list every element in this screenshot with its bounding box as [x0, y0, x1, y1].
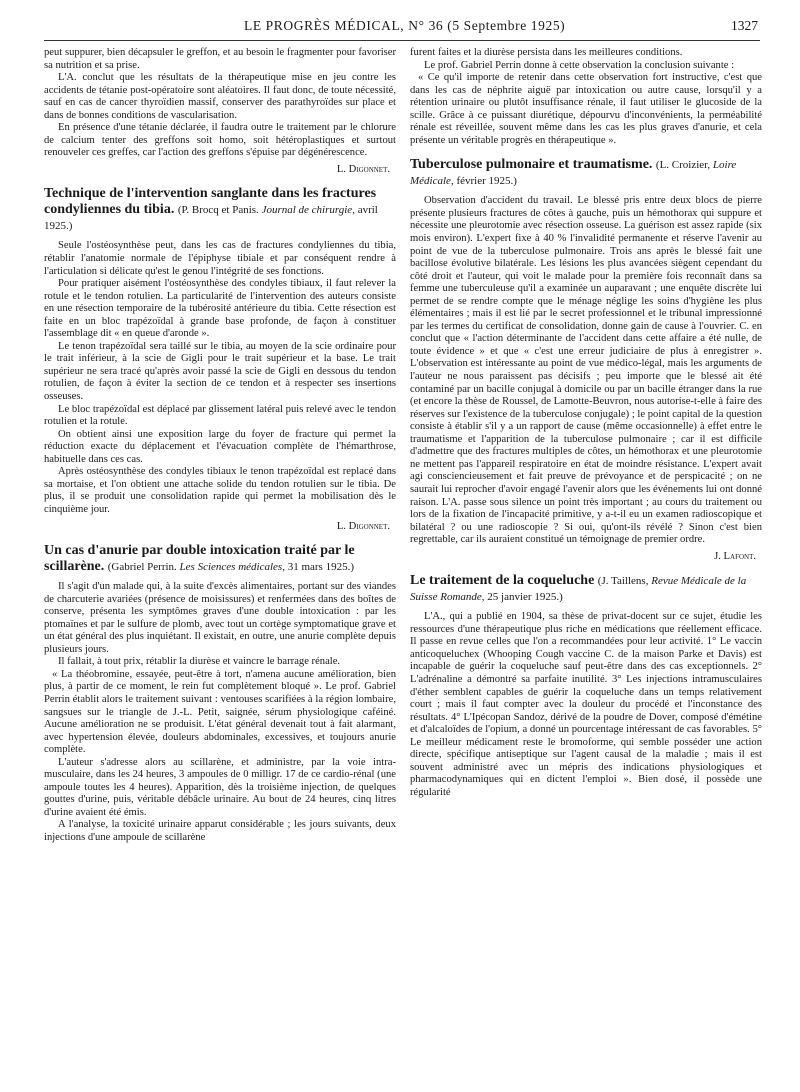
article-title [44, 186, 396, 234]
author-signature: J. Lafont. [714, 550, 756, 562]
reference-date: , avril 1925.) [44, 204, 378, 233]
paragraph: On obtient ainsi une exposition large du foyer de fracture qui permet la réduction exacte du déplacement et l'évacuation complète de l'hémarthrose, habituelle dans ces cas. [44, 428, 396, 465]
paragraph: A l'analyse, la toxicité urinaire apparut considérable ; les jours suivants, deux injections d'une ampoule de scillarène [44, 819, 396, 843]
author-signature: L. Digonnet. [336, 520, 390, 532]
article-title-text: Un cas d'anurie par double intoxication traité par le scillarène. [44, 543, 355, 575]
paragraph: peut suppurer, bien décapsuler le greffon, et au besoin le fragmenter pour favoriser sa nutrition et sa prise. [44, 47, 396, 71]
reference-authors: (P. Brocq et Panis. [177, 204, 262, 217]
article-title-text: Tuberculose pulmonaire et traumatisme. [410, 157, 653, 173]
article-title [410, 573, 762, 605]
right-column [410, 47, 762, 799]
paragraph: Pour pratiquer aisément l'ostéosynthèse des condyles tibiaux, il faut relever la rotule et le tendon rotulien. La particularité de l'intervention des auteurs consiste en une résection temporaire de la tubérosité antérieure du tibia. Cette résection est faite en un bloc trapézoïdal à grande base profonde, de façon à constituer l'assemblage dit « en queue d'aronde ». [44, 278, 396, 340]
paragraph: L'auteur s'adresse alors au scillarène, et administre, par la voie intra-musculaire, dans les 24 heures, 3 ampoules de 0 milligr. 17 de ce cardio-rénal (une ampoule toutes les 4 heures). Apparition, dès la troisième injection, de quelques gouttes d'urine, puis, véritable débâcle urinaire. Au bout de 24 heures, cinq litres d'urine avaient été émis. [44, 756, 396, 818]
reference-date: , 25 janvier 1925.) [481, 591, 563, 604]
article-reference [108, 561, 354, 573]
reference-journal: Journal de chirurgie [261, 204, 353, 217]
reference-date: , février 1925.) [450, 175, 517, 188]
article-title-text: Le traitement de la coqueluche [410, 573, 595, 589]
paragraph: « Ce qu'il importe de retenir dans cette observation fort instructive, c'est que dans les cas de néphrite aiguë par intoxication ou autre cause, lorsqu'il y a rétention urinaire ou plutôt insuffisance rénale, il faut utiliser le glucoside de la scille. Grâce à ce puissant diurétique, dépourvu d'inconvénients, la perméabilité rénale est réveillée, souvent même dans les cas les plus graves d'anurie, et cela présente un véritable progrès en thérapeutique ». [410, 72, 762, 146]
page-number: 1327 [731, 18, 758, 33]
paragraph: L'A., qui a publié en 1904, sa thèse de privat-docent sur ce sujet, étudie les ressources d'une thérapeutique plus riche en médications que réellement efficace. Il passe en revue celles que l'on a recommandées pour leur activité. 1° Le vaccin anticoqueluchex (Whooping Cough vaccine C. de la maison Parke et Davis) est incapable de guérir la coqueluche sauf peut-être dans des cas exceptionnels. 2° L'adrénaline a démontré sa parfaite inutilité. 3° Les injections intramusculaires d'éther semblent capables de guérir la coqueluche dans un temps relativement court ; mais il faut compter avec la douleur du procédé et l'inconstance des résultats. 4° L'Ipécopan Sandoz, dérivé de la poudre de Dover, composé d'émétine et d'alcaloïdes de l'opium, a donné un pourcentage intéressant de cas favorables. 5° Le meilleur médicament reste le bromoforme, qui semble posséder une action directe, spécifique antiseptique sur l'agent causal de la maladie ; mais il est souvent administré avec un mépris des indications physiologiques et pharmacodynamiques qui en dictent l'emploi ». Bien dosé, il possède une régularité [410, 611, 762, 798]
paragraph: Le prof. Gabriel Perrin donne à cette observation la conclusion suivante : [424, 59, 735, 71]
paragraph: Le bloc trapézoïdal est déplacé par glissement latéral puis relevé avec le tendon rotulien et la rotule. [44, 403, 396, 428]
paragraph: Le tenon trapézoïdal sera taillé sur le tibia, au moyen de la scie ordinaire pour le trait inférieur, à la scie de Gigli pour le trait supérieur et la base. Le trait supérieur ne sera tracé qu'après avoir passé la scie de Gigli en dessous du tendon rotulien, de façon à éviter la section de ce tendon et à respecter ses insertions osseuses. [44, 340, 396, 403]
running-head-title: LE PROGRÈS MÉDICAL, N° 36 (5 Septembre 1925) [244, 18, 566, 33]
reference-authors: (L. Croizier, [655, 159, 713, 172]
paragraph: Observation d'accident du travail. Le blessé pris entre deux blocs de pierre présente plusieurs fractures de côtes à gauche, puis un hémothorax qui suppure et nécessite une pleurotomie avec résection osseuse. La guérison est assez rapide (six mois environ). L'expert fixe à 40 % l'invalidité permanente et réserve l'avenir au point de vue de la tuberculose pulmonaire. Trois ans après le blessé fait une bacillose évolutive bilatérale. Les lésions les plus avancées siègent cependant du côté droit et l'auteur, qui voit le malade pour la première fois reconnaît dans sa femme une tuberculeuse qu'il a examinée un auparavant ; une enquête discrète lui permet de se rendre compte que le ménage néglige les soins d'hygiène les plus élémentaires ; mais il est lié par le secret professionnel et le tribunal impressionné par les termes du certificat de consolidation, donne gain de cause à l'ouvrier. C. en conclut que « l'action déterminante de l'accident dans cette affaire a été nulle, de toute évidence » et que « c'est une erreur judiciaire de plus à enregistrer ». L'observation est intéressante au point de vue médico-légal, mais les arguments de l'auteur ne nous paraissent pas décisifs ; peu importe que le blessé ait été contaminé par un bacille conjugal à domicile ou par un bacille étranger dans la rue (et encore la thèse de Roussel, de Lamotte-Beuvron, nous autorise-t-elle à faire des réserves sur l'existence de la tuberculose conjugale) ; le point capital de la question consiste à établir s'il y a un rapport de cause (même occasionnelle) à effet entre le traumatisme et l'apparition de la tuberculose pulmonaire ; car il est difficile d'admettre que des fractures multiples de côtes, un hémothorax et une pleurotomie ne mettent pas l'appareil respiratoire en état de moindre résistance. L'expert avait agi consciencieusement et fait preuve de prévoyance et de perspicacité ; on ne saurait lui reprocher d'avoir engagé l'avenir alors que les événements lui ont donné raison. L'A. passe sous silence un point très important ; au cours du traitement ou lors de la fixation de l'incapacité primitive, y a-t-il eu un examen radioscopique et bilatéral ? ou une radioscopie ? Si oui, qu'ont-ils révélé ? Sinon c'est bien regrettable, car ils auraient constitué un témoignage de premier ordre. [410, 195, 762, 546]
reference-journal: Revue Médicale de la Suisse Romande [410, 575, 747, 604]
article-title [44, 543, 396, 575]
paragraph: furent faites et la diurèse persista dans les meilleures conditions. [410, 47, 683, 58]
reference-journal: Loire Médicale [410, 159, 737, 188]
paragraph: Seule l'ostéosynthèse peut, dans les cas de fractures condyliennes du tibia, rétablir l'anatomie normale de l'épiphyse tibiale et par conséquent rendre à l'articulation si délicate qu'est le genou l'intégrité de ses fonctions. [44, 240, 396, 277]
paragraph: En présence d'une tétanie déclarée, il faudra outre le traitement par le chlorure de calcium tenter des greffons soit homo, soit hétéroplastiques et surtout renouveler ces greffes, car l'action des greffons s'épuise par dégénérescence. [44, 122, 396, 159]
running-head [44, 18, 760, 41]
reference-authors: (J. Taillens, [597, 575, 652, 588]
reference-journal: Les Sciences médicales [179, 561, 283, 574]
paragraph: Après ostéosynthèse des condyles tibiaux le tenon trapézoïdal est replacé dans sa mortaise, et l'on obtient une attache solide du tendon rotulien sur le tibia. De plus, il se produit une consolidation rapide qui permet la mobilisation dès le cinquième jour. [44, 466, 396, 515]
reference-date: , 31 mars 1925.) [282, 561, 354, 574]
reference-authors: (Gabriel Perrin. [107, 561, 180, 574]
article-title [410, 157, 762, 189]
paragraph: L'A. conclut que les résultats de la thérapeutique mise en jeu contre les accidents de tétanie post-opératoire sont aléatoires. Il faut donc, de toute nécessité, sauf en cas de cancer thyroïdien massif, conserver des parathyroïdes sur place et dans de bonnes conditions de vascularisation. [44, 72, 396, 121]
paragraph: Il s'agit d'un malade qui, à la suite d'excès alimentaires, portant sur des viandes de charcuterie avariées (présence de moisissures) et renfermées dans des boîtes de conserve, présenta les symptômes graves d'une double intoxication : par les ptomaïnes et par le sulfure de plomb, avec tout un cortège symptomatique grave et un état général des plus inquiétant. Il existait, en outre, une anurie complète depuis plusieurs jours. [44, 581, 396, 655]
left-column [44, 47, 396, 845]
author-signature: L. Digonnet. [336, 163, 390, 175]
article-title-text: Technique de l'intervention sanglante dans les fractures condyliennes du tibia. [44, 186, 377, 218]
paragraph: Il fallait, à tout prix, rétablir la diurèse et vaincre le barrage rénale. [58, 656, 341, 668]
paragraph: « La théobromine, essayée, peut-être à tort, n'amena aucune amélioration, bien plus, à partir de ce moment, le rein fut complètement bloqué ». Le prof. Gabriel Perrin établit alors le traitement suivant : ventouses scarifiées à la région lombaire, sangsues sur le triangle de J.-L. Petit, saignée, sérum physiologique caféiné. Aucune amélioration ne se produisit. L'état général devenait tout à fait alarmant, avec hypertension élevée, douleurs abdominales, excessives, et toujours anurie complète. [44, 668, 396, 756]
